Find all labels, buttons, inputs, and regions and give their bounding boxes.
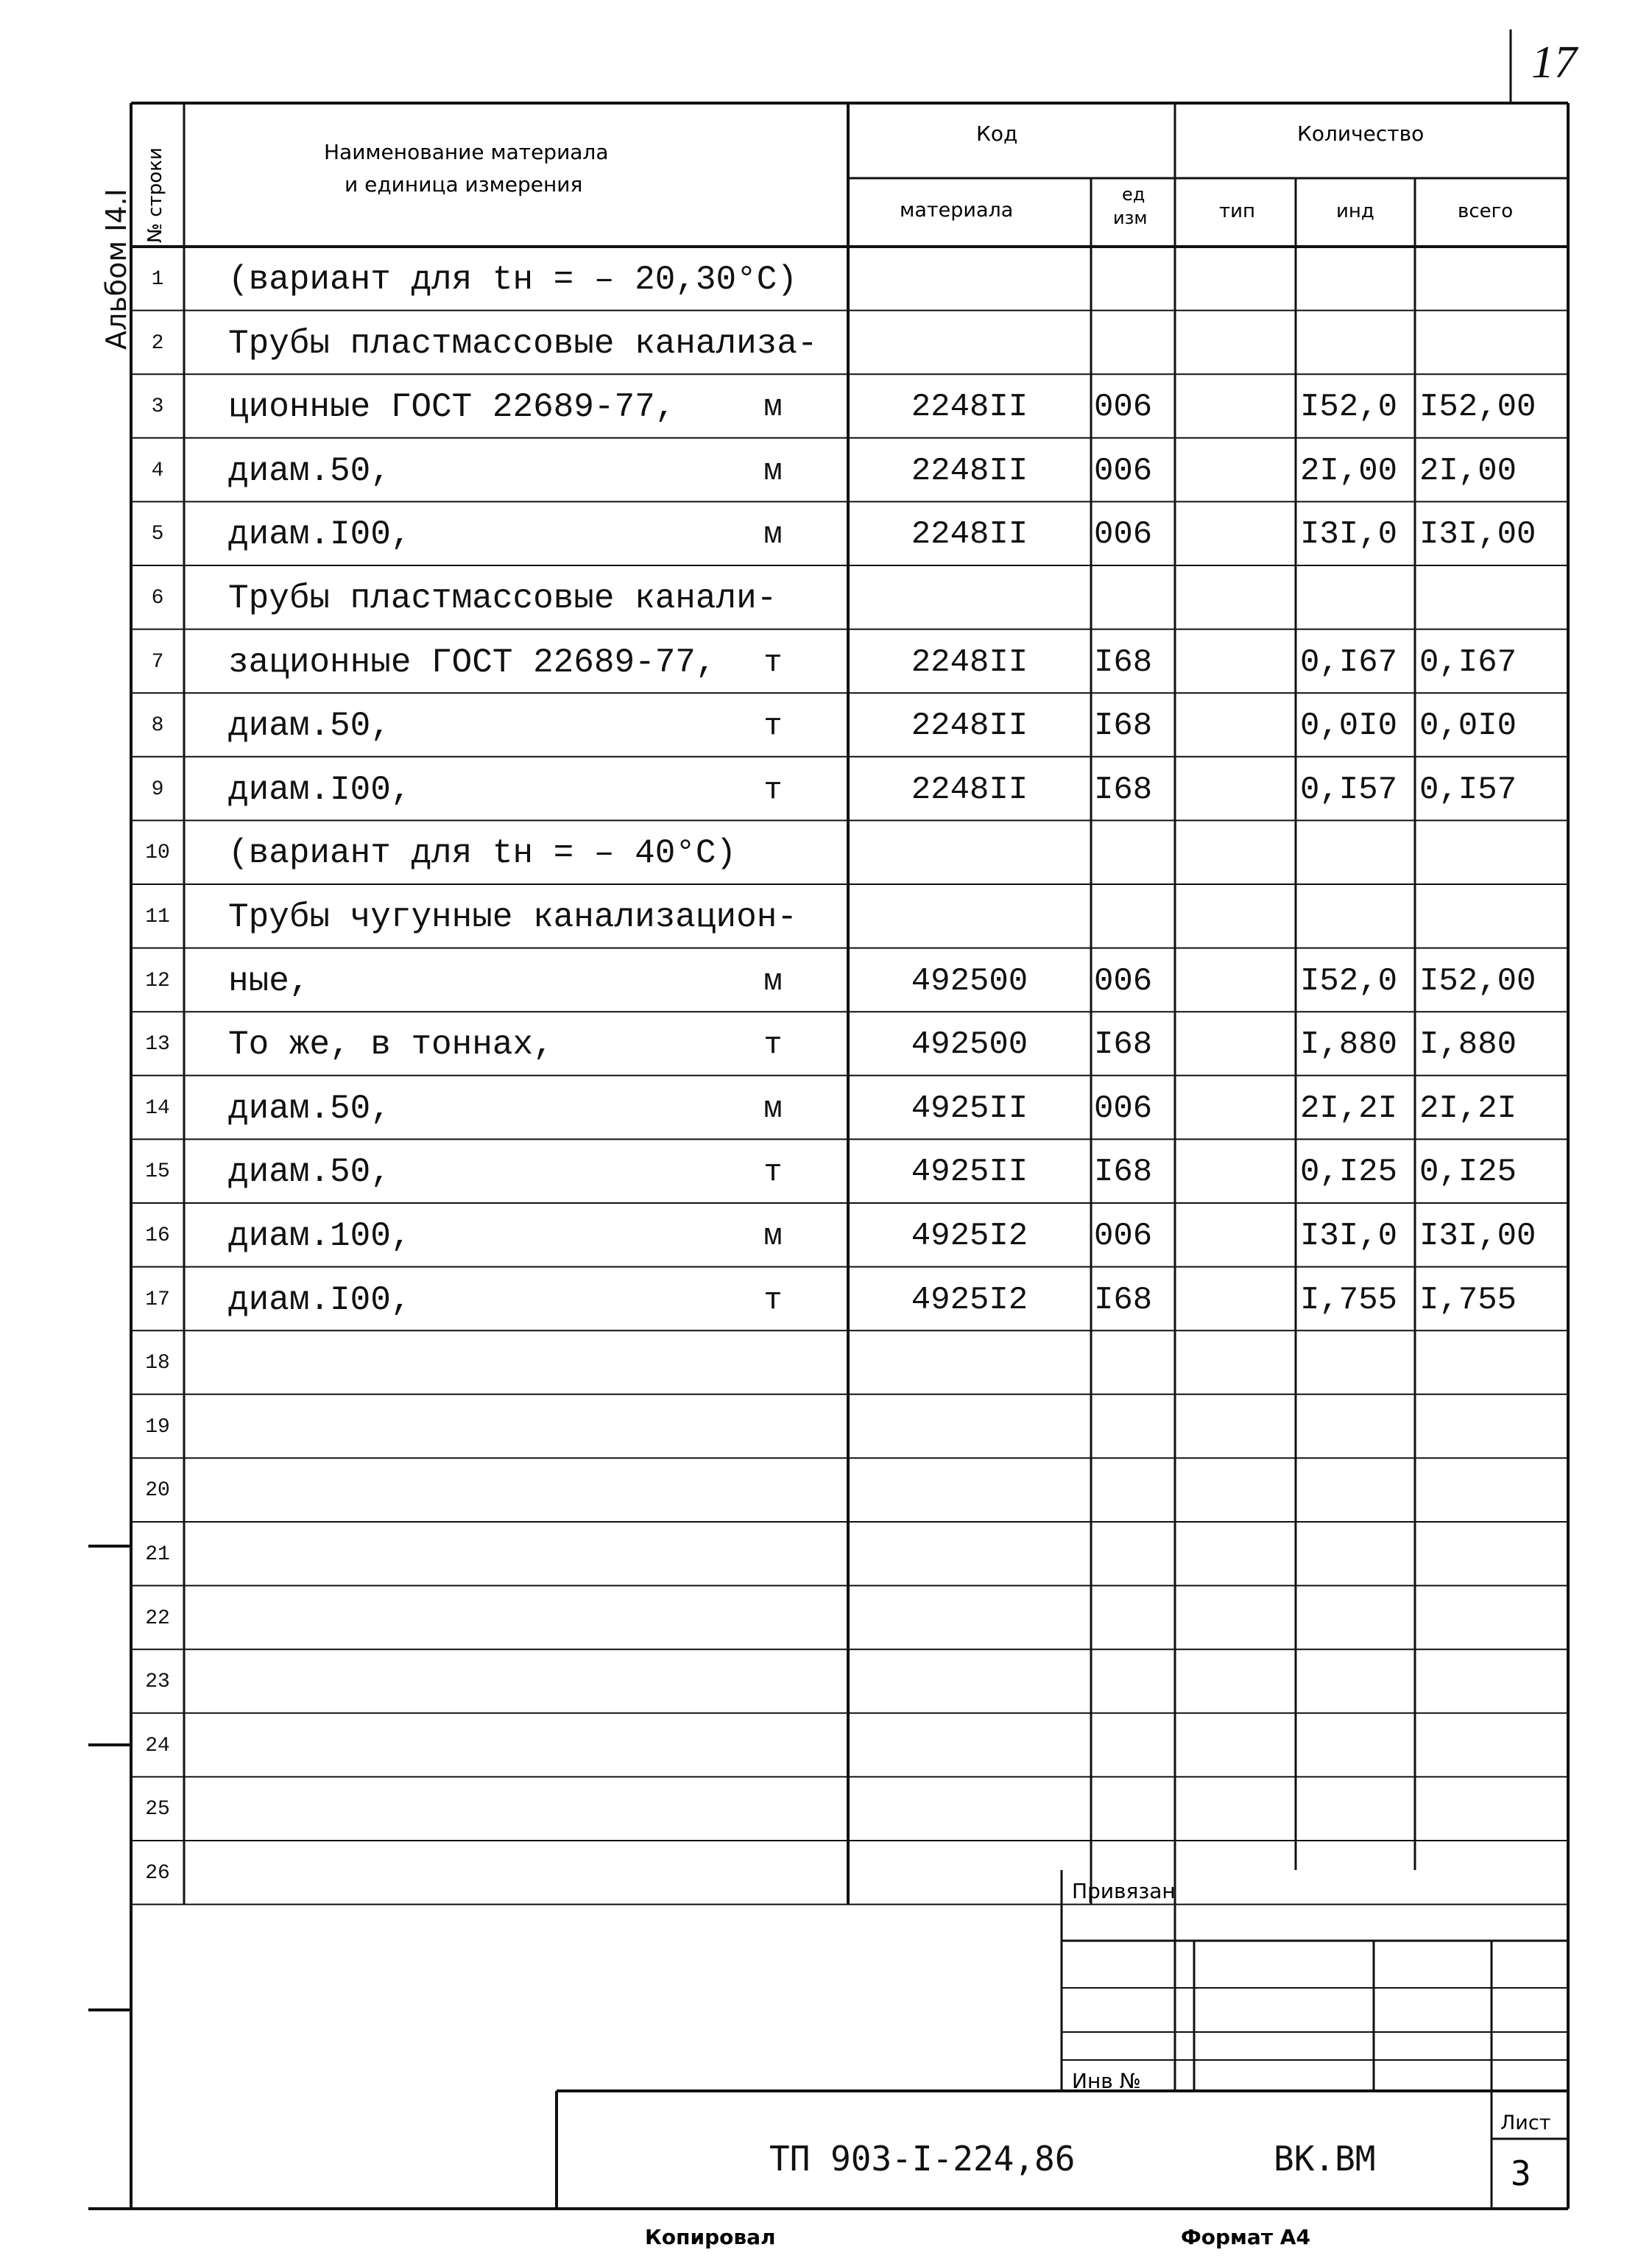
item-unit: т (763, 1282, 783, 1318)
quantity-ind: 0,I57 (1300, 771, 1398, 808)
header-unit-line1: ед (1122, 184, 1146, 205)
row-number: 14 (145, 1096, 170, 1120)
item-unit: м (763, 453, 783, 489)
footer-format: Формат А4 (1181, 2225, 1310, 2249)
material-code: 492500 (911, 962, 1028, 1000)
item-name: Трубы пластмассовые канализа- (228, 324, 818, 363)
header-unit-line2: изм (1113, 208, 1148, 228)
row-number: 11 (145, 906, 170, 928)
footer-copied: Копировал (645, 2225, 776, 2249)
item-name: диам.100, (228, 1217, 412, 1255)
row-number: 17 (145, 1288, 170, 1311)
unit-code: 006 (1094, 516, 1153, 554)
row-number: 1 (151, 268, 164, 291)
item-name: То же, в тоннах, (228, 1026, 554, 1065)
stamp-privyazan: Привязан (1072, 1879, 1176, 1903)
quantity-total: 0,0I0 (1419, 708, 1517, 745)
header-code: Код (976, 121, 1018, 146)
row-number: 4 (151, 459, 164, 482)
unit-code: I68 (1094, 771, 1153, 808)
item-name: зационные ГОСТ 22689-77, (228, 643, 716, 682)
quantity-ind: I,880 (1300, 1026, 1398, 1064)
item-unit: т (763, 644, 783, 680)
quantity-ind: I52,0 (1300, 962, 1398, 1000)
item-unit: м (763, 1218, 783, 1254)
item-unit: т (763, 772, 783, 808)
material-code: 4925II (911, 1154, 1028, 1191)
item-name: ные, (228, 962, 310, 1001)
header-total: всего (1458, 200, 1514, 222)
item-name: Трубы пластмассовые канали- (228, 579, 777, 618)
quantity-total: 0,I67 (1419, 643, 1517, 681)
row-number: 24 (145, 1734, 170, 1757)
quantity-ind: I,755 (1300, 1281, 1398, 1319)
quantity-ind: I52,0 (1300, 389, 1398, 426)
row-number: 9 (151, 777, 164, 801)
stamp-document-code: ТП 903-I-224,86 (769, 2139, 1076, 2179)
stamp-inventory-number: Инв № (1072, 2069, 1141, 2093)
unit-code: I68 (1094, 1154, 1153, 1191)
item-name: диам.50, (228, 707, 391, 746)
unit-code: 006 (1094, 1218, 1153, 1255)
row-number: 19 (145, 1415, 170, 1439)
header-ind: инд (1336, 200, 1374, 222)
row-number: 8 (151, 714, 164, 738)
row-number: 26 (145, 1862, 170, 1885)
quantity-total: I,755 (1419, 1281, 1517, 1319)
quantity-total: 2I,2I (1419, 1090, 1517, 1127)
quantity-ind: 2I,2I (1300, 1090, 1398, 1127)
header-row-number: № строки (144, 147, 166, 243)
row-number: 21 (145, 1543, 170, 1566)
item-unit: м (763, 963, 783, 999)
item-name: диам.I00, (228, 515, 412, 554)
material-code: 2248II (911, 708, 1028, 745)
item-unit: т (763, 1027, 783, 1063)
item-name: диам.50, (228, 451, 391, 490)
material-code: 2248II (911, 452, 1028, 490)
item-unit: т (763, 1154, 783, 1191)
unit-code: I68 (1094, 643, 1153, 681)
item-name: диам.50, (228, 1089, 391, 1128)
item-unit: м (763, 1090, 783, 1126)
quantity-total: 2I,00 (1419, 452, 1517, 490)
unit-code: I68 (1094, 1281, 1153, 1319)
row-number: 12 (145, 969, 170, 992)
item-unit: м (763, 517, 783, 553)
material-code: 2248II (911, 389, 1028, 426)
unit-code: I68 (1094, 708, 1153, 745)
row-number: 13 (145, 1033, 170, 1057)
item-name: диам.50, (228, 1153, 391, 1192)
material-code: 2248II (911, 771, 1028, 808)
quantity-total: I3I,00 (1419, 516, 1536, 554)
header-name-line2: и единица измерения (345, 172, 583, 197)
item-name: (вариант для tн = – 20,30°С) (228, 261, 797, 299)
header-quantity: Количество (1297, 121, 1425, 146)
row-number: 6 (151, 587, 164, 610)
quantity-total: I3I,00 (1419, 1218, 1536, 1255)
quantity-total: I52,00 (1419, 389, 1536, 426)
row-number: 22 (145, 1606, 170, 1630)
item-name: диам.I00, (228, 1280, 412, 1319)
quantity-ind: 0,I25 (1300, 1154, 1398, 1191)
stamp-sheet-label: Лист (1500, 2112, 1551, 2134)
row-number: 7 (151, 650, 164, 674)
item-name: ционные ГОСТ 22689-77, (228, 388, 676, 427)
row-number: 2 (151, 331, 164, 355)
quantity-total: I,880 (1419, 1026, 1517, 1064)
item-name: Трубы чугунные канализацион- (228, 898, 797, 937)
material-code: 4925II (911, 1090, 1028, 1127)
row-number: 25 (145, 1798, 170, 1821)
item-name: (вариант для tн = – 40°С) (228, 834, 737, 873)
page-number: 17 (1531, 38, 1577, 88)
row-number: 23 (145, 1671, 170, 1694)
material-code: 2248II (911, 516, 1028, 554)
header-type: тип (1219, 200, 1256, 222)
album-label: Альбом I4.I (100, 188, 133, 350)
quantity-total: 0,I25 (1419, 1154, 1517, 1191)
quantity-ind: 0,0I0 (1300, 708, 1398, 745)
item-unit: м (763, 389, 783, 426)
unit-code: 006 (1094, 1090, 1153, 1127)
item-unit: т (763, 708, 783, 744)
quantity-ind: I3I,0 (1300, 516, 1398, 554)
row-number: 15 (145, 1160, 170, 1184)
unit-code: 006 (1094, 452, 1153, 490)
quantity-total: 0,I57 (1419, 771, 1517, 808)
material-code: 4925I2 (911, 1281, 1028, 1319)
unit-code: 006 (1094, 389, 1153, 426)
row-number: 16 (145, 1224, 170, 1247)
item-name: диам.I00, (228, 770, 412, 809)
row-number: 3 (151, 395, 164, 419)
row-number: 20 (145, 1479, 170, 1503)
material-code: 4925I2 (911, 1218, 1028, 1255)
stamp-sheet-number: 3 (1511, 2154, 1531, 2193)
quantity-ind: 0,I67 (1300, 643, 1398, 681)
material-code: 2248II (911, 643, 1028, 681)
quantity-total: I52,00 (1419, 962, 1536, 1000)
header-name-line1: Наименование материала (324, 140, 609, 164)
stamp-document-mark: ВК.ВМ (1274, 2139, 1376, 2179)
unit-code: 006 (1094, 962, 1153, 1000)
header-material: материала (900, 199, 1014, 222)
row-number: 18 (145, 1352, 170, 1375)
material-code: 492500 (911, 1026, 1028, 1064)
quantity-ind: 2I,00 (1300, 452, 1398, 490)
row-number: 5 (151, 523, 164, 546)
row-number: 10 (145, 842, 170, 865)
unit-code: I68 (1094, 1026, 1153, 1064)
quantity-ind: I3I,0 (1300, 1218, 1398, 1255)
